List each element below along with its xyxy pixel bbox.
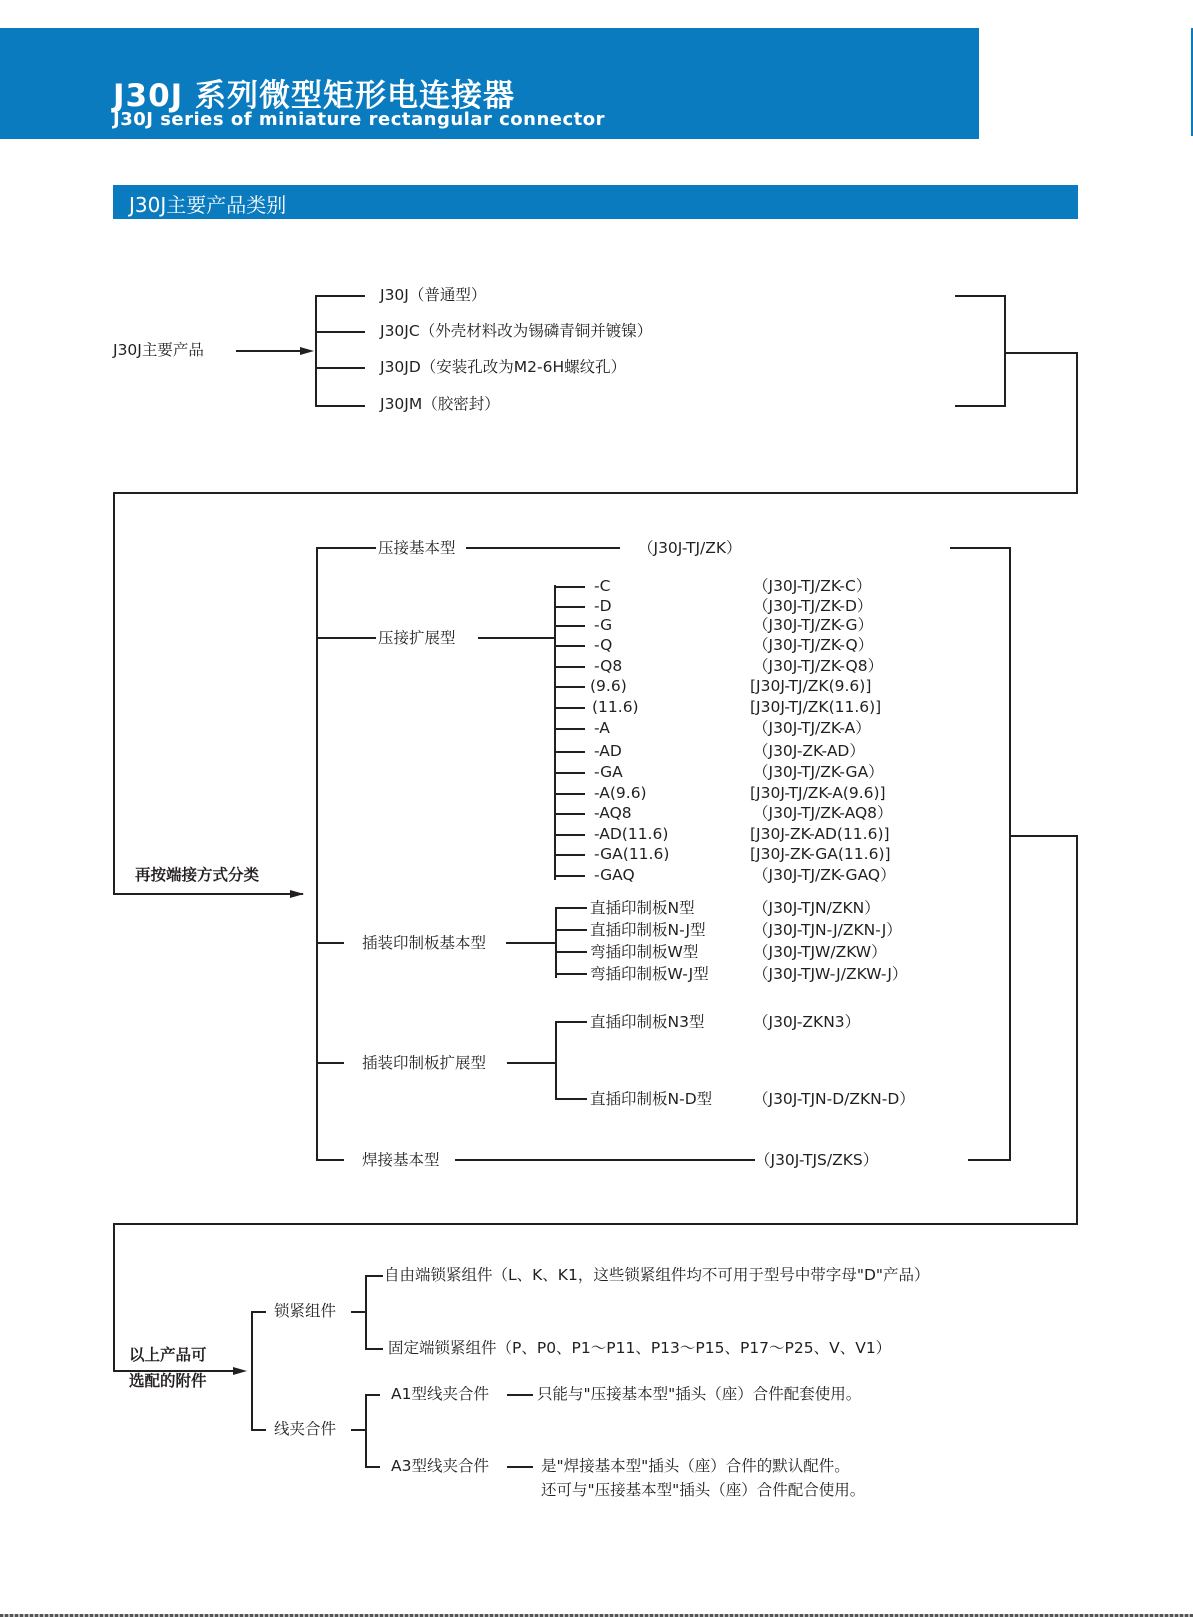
variant-code: （J30J-ZK-AD）	[753, 742, 865, 760]
clamp-a3-desc-line1: 是"焊接基本型"插头（座）合件的默认配件。	[541, 1457, 850, 1475]
variant-suffix: -AQ8	[594, 804, 632, 822]
pcb-basic-variant-code: （J30J-TJN/ZKN）	[753, 899, 880, 917]
branch-line	[365, 1466, 380, 1468]
accessories-label-line1: 以上产品可	[129, 1346, 207, 1364]
connector-line	[236, 350, 310, 352]
bracket-line	[365, 1275, 367, 1349]
variant-code: （J30J-TJ/ZK-GAQ）	[753, 866, 896, 884]
variant-suffix: -AD(11.6)	[594, 825, 669, 843]
branch-line	[555, 728, 585, 730]
bracket-line	[955, 405, 1005, 407]
branch-line	[315, 331, 365, 333]
variant-suffix: -D	[594, 597, 612, 615]
arrow-right-icon	[290, 890, 304, 898]
locking-fixed-end: 固定端锁紧组件（P、P0、P1～P11、P13～P15、P17～P25、V、V1）	[388, 1339, 892, 1357]
connector-line	[113, 893, 303, 895]
solder-basic-label: 焊接基本型	[362, 1151, 440, 1169]
bracket-line	[555, 1021, 557, 1100]
variant-suffix: -C	[594, 577, 611, 595]
locking-label: 锁紧组件	[274, 1302, 337, 1320]
variant-suffix: -GA(11.6)	[594, 845, 670, 863]
variant-suffix: -GAQ	[594, 866, 635, 884]
variant-suffix: -Q8	[594, 657, 623, 675]
variant-code: （J30J-TJ/ZK-AQ8）	[753, 804, 893, 822]
branch-line	[555, 834, 585, 836]
variant-code: （J30J-TJ/ZK-Q8）	[753, 657, 884, 675]
branch-line	[555, 625, 585, 627]
branch-line	[316, 1062, 344, 1064]
branch-line	[555, 707, 585, 709]
main-products-label: J30J主要产品	[113, 341, 204, 359]
branch-line	[555, 686, 585, 688]
connector-line	[1076, 352, 1078, 494]
product-item: J30J（普通型）	[380, 286, 487, 304]
crimp-extended-label: 压接扩展型	[378, 629, 456, 647]
clamp-a1-desc: 只能与"压接基本型"插头（座）合件配套使用。	[537, 1385, 862, 1403]
clamp-a3-desc-line2: 还可与"压接基本型"插头（座）合件配合使用。	[541, 1481, 866, 1499]
arrow-right-icon	[233, 1367, 247, 1375]
variant-code: [J30J-TJ/ZK(11.6)]	[750, 698, 882, 716]
variant-suffix: (11.6)	[592, 698, 639, 716]
branch-line	[315, 295, 365, 297]
variant-suffix: -A(9.6)	[594, 784, 647, 802]
branch-line	[555, 606, 585, 608]
pcb-extended-variant-code: （J30J-ZKN3）	[753, 1013, 861, 1031]
variant-code: （J30J-TJ/ZK-D）	[753, 597, 873, 615]
product-item: J30JD（安装孔改为M2-6H螺纹孔）	[380, 358, 627, 376]
variant-code: [J30J-TJ/ZK(9.6)]	[750, 677, 872, 695]
variant-code: （J30J-TJ/ZK-A）	[753, 719, 871, 737]
branch-line	[555, 793, 585, 795]
pcb-basic-variant-name: 弯插印制板W型	[590, 943, 699, 961]
connector-line	[1009, 835, 1077, 837]
branch-line	[555, 645, 585, 647]
connector-line	[1076, 835, 1078, 1224]
variant-suffix: -GA	[594, 763, 623, 781]
clamp-label: 线夹合件	[274, 1420, 337, 1438]
locking-free-end: 自由端锁紧组件（L、K、K1，这些锁紧组件均不可用于型号中带字母"D"产品）	[384, 1266, 930, 1284]
connector-line	[113, 492, 1078, 494]
branch-line	[365, 1275, 383, 1277]
accessories-label-line2: 选配的附件	[129, 1372, 207, 1390]
product-item: J30JM（胶密封）	[380, 395, 500, 413]
pcb-basic-variant-name: 弯插印制板W-J型	[590, 965, 709, 983]
pcb-basic-variant-code: （J30J-TJW-J/ZKW-J）	[753, 965, 908, 983]
branch-line	[506, 942, 556, 944]
variant-code: [J30J-TJ/ZK-A(9.6)]	[750, 784, 886, 802]
branch-line	[351, 1311, 366, 1313]
branch-line	[555, 973, 587, 975]
pcb-basic-label: 插装印制板基本型	[362, 934, 487, 952]
variant-code: [J30J-ZK-GA(11.6)]	[750, 845, 891, 863]
bracket-line	[251, 1311, 253, 1430]
variant-code: [J30J-ZK-AD(11.6)]	[750, 825, 890, 843]
pcb-basic-variant-code: （J30J-TJN-J/ZKN-J）	[753, 921, 902, 939]
branch-line	[555, 854, 585, 856]
branch-line	[555, 586, 585, 588]
branch-line	[507, 1062, 557, 1064]
connector-line	[113, 1223, 115, 1371]
branch-line	[455, 1159, 755, 1161]
connector-line	[113, 492, 115, 894]
crimp-basic-code: （J30J-TJ/ZK）	[638, 539, 742, 557]
bracket-line	[968, 1159, 1010, 1161]
branch-line	[555, 751, 585, 753]
branch-line	[555, 772, 585, 774]
solder-basic-code: （J30J-TJS/ZKS）	[755, 1151, 879, 1169]
connector-line	[1004, 352, 1077, 354]
branch-line	[555, 1021, 587, 1023]
bracket-line	[315, 295, 317, 407]
branch-line	[365, 1394, 380, 1396]
termination-label: 再按端接方式分类	[135, 866, 260, 884]
bracket-line	[955, 295, 1005, 297]
product-item: J30JC（外壳材料改为锡磷青铜并镀镍）	[380, 322, 653, 340]
branch-line	[251, 1429, 266, 1431]
clamp-a3-name: A3型线夹合件	[391, 1457, 489, 1475]
page-title: J30J 系列微型矩形电连接器	[113, 78, 515, 114]
branch-line	[555, 907, 587, 909]
variant-code: （J30J-TJ/ZK-GA）	[753, 763, 884, 781]
branch-line	[478, 637, 555, 639]
bracket-line	[1004, 295, 1006, 407]
variant-suffix: -A	[594, 719, 610, 737]
branch-line	[315, 405, 365, 407]
pcb-basic-variant-name: 直插印制板N-J型	[590, 921, 706, 939]
branch-line	[316, 637, 376, 639]
bracket-line	[1009, 547, 1011, 1161]
branch-line	[555, 813, 585, 815]
branch-line	[555, 1098, 587, 1100]
variant-suffix: (9.6)	[590, 677, 627, 695]
dash-line	[507, 1394, 533, 1396]
branch-line	[316, 547, 376, 549]
page-subtitle: J30J series of miniature rectangular connector	[113, 109, 606, 130]
pcb-basic-variant-name: 直插印制板N型	[590, 899, 695, 917]
variant-code: （J30J-TJ/ZK-C）	[753, 577, 872, 595]
branch-line	[365, 1348, 383, 1350]
bracket-line	[316, 547, 318, 1160]
branch-line	[315, 367, 365, 369]
crimp-basic-label: 压接基本型	[378, 539, 456, 557]
variant-suffix: -G	[594, 616, 613, 634]
variant-suffix: -Q	[594, 636, 613, 654]
pcb-extended-variant-name: 直插印制板N-D型	[590, 1090, 713, 1108]
bracket-line	[950, 547, 1010, 549]
arrow-right-icon	[300, 347, 314, 355]
branch-line	[316, 1159, 344, 1161]
variant-code: （J30J-TJ/ZK-Q）	[753, 636, 874, 654]
bracket-line	[365, 1394, 367, 1467]
clamp-a1-name: A1型线夹合件	[391, 1385, 489, 1403]
branch-line	[555, 666, 585, 668]
pcb-basic-variant-code: （J30J-TJW/ZKW）	[753, 943, 887, 961]
branch-line	[251, 1311, 266, 1313]
branch-line	[555, 951, 587, 953]
branch-line	[555, 875, 585, 877]
pcb-extended-variant-name: 直插印制板N3型	[590, 1013, 705, 1031]
branch-line	[555, 929, 587, 931]
variant-suffix: -AD	[594, 742, 622, 760]
pcb-extended-variant-code: （J30J-TJN-D/ZKN-D）	[753, 1090, 915, 1108]
dash-line	[507, 1466, 533, 1468]
branch-line	[351, 1429, 366, 1431]
pcb-extended-label: 插装印制板扩展型	[362, 1054, 487, 1072]
branch-line	[466, 547, 620, 549]
branch-line	[316, 942, 344, 944]
variant-code: （J30J-TJ/ZK-G）	[753, 616, 874, 634]
connector-line	[113, 1223, 1078, 1225]
bracket-line	[555, 907, 557, 978]
section-title: J30J主要产品类别	[129, 193, 287, 217]
